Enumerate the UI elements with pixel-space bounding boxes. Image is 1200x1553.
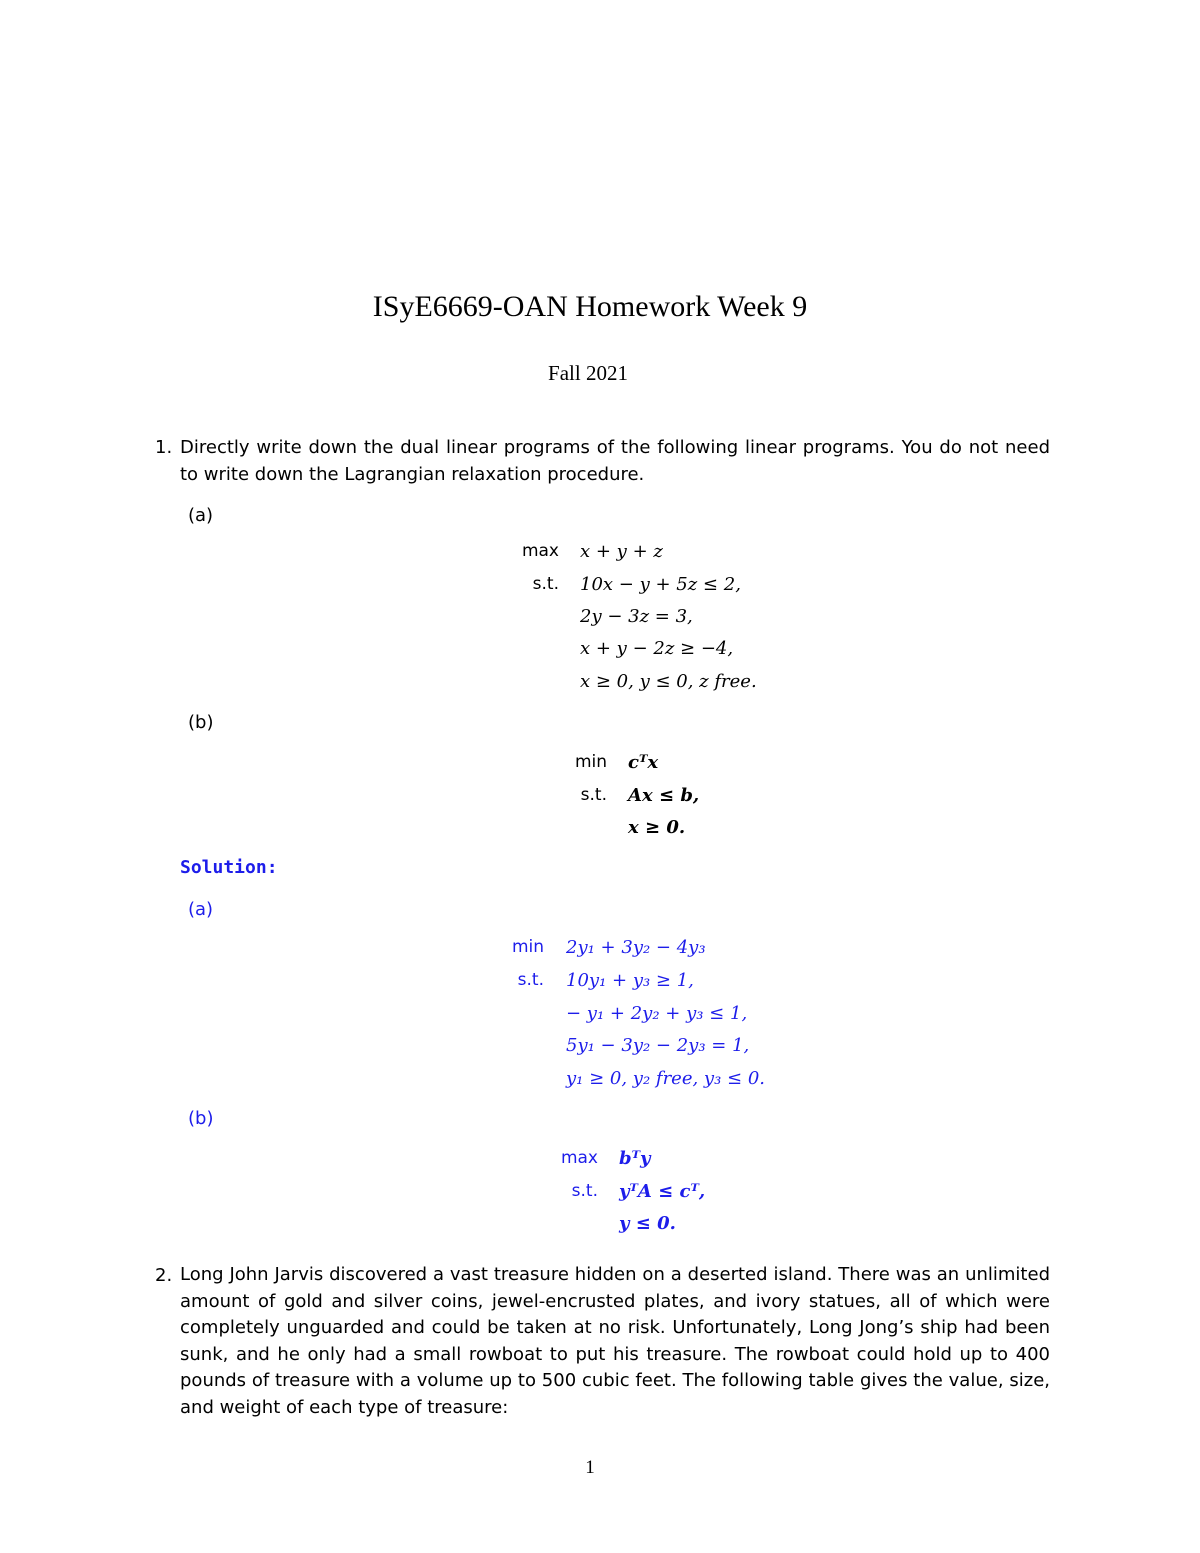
q1-part-a-label: (a) xyxy=(188,505,214,526)
dual-constraint-1: yᵀA ≤ cᵀ, xyxy=(619,1181,706,1202)
lp-objective-keyword: max xyxy=(521,541,559,561)
dual-objective: 2y₁ + 3y₂ − 4y₃ xyxy=(566,937,706,958)
question-1-text: Directly write down the dual linear programs of the following linear programs. You do not need to write down the Lagrangian relaxation procedure. xyxy=(180,437,1050,485)
page-number: 1 xyxy=(585,1457,595,1478)
q1-part-b-label: (b) xyxy=(188,712,214,733)
lp-sign-constraints: x ≥ 0. xyxy=(628,817,686,838)
lp-constraint-keyword: s.t. xyxy=(532,574,559,594)
dual-constraint-1: 10y₁ + y₃ ≥ 1, xyxy=(566,970,694,991)
dual-constraint-keyword: s.t. xyxy=(571,1181,598,1201)
dual-objective-keyword: min xyxy=(511,937,544,957)
dual-objective-keyword: max xyxy=(560,1148,598,1168)
lp-objective: cᵀx xyxy=(628,752,659,773)
lp-constraint-1: Ax ≤ b, xyxy=(628,785,700,806)
lp-sign-constraints: x ≥ 0, y ≤ 0, z free. xyxy=(580,671,757,692)
lp-constraint-3: x + y − 2z ≥ −4, xyxy=(580,638,734,659)
document-title: ISyE6669-OAN Homework Week 9 xyxy=(372,290,808,323)
lp-constraint-2: 2y − 3z = 3, xyxy=(580,606,693,627)
solution-part-b-label: (b) xyxy=(188,1108,214,1129)
solution-heading: Solution: xyxy=(180,857,278,878)
document-date: Fall 2021 xyxy=(548,361,628,385)
lp-constraint-keyword: s.t. xyxy=(580,785,607,805)
dual-objective: bᵀy xyxy=(619,1148,651,1169)
question-1-number: 1. xyxy=(155,437,173,458)
dual-sign-constraints: y₁ ≥ 0, y₂ free, y₃ ≤ 0. xyxy=(566,1068,766,1089)
dual-sign-constraints: y ≤ 0. xyxy=(619,1213,676,1234)
dual-constraint-3: 5y₁ − 3y₂ − 2y₃ = 1, xyxy=(566,1035,750,1056)
dual-constraint-2: − y₁ + 2y₂ + y₃ ≤ 1, xyxy=(566,1003,748,1024)
lp-constraint-1: 10x − y + 5z ≤ 2, xyxy=(580,574,741,595)
lp-objective: x + y + z xyxy=(580,541,663,562)
question-2-number: 2. xyxy=(155,1265,173,1286)
question-2-text: Long John Jarvis discovered a vast treasure hidden on a deserted island. There was an unlimited amount of gold and silver coins, jewel-encrusted plates, and ivory statues, all of which were completely unguarded and could be taken at no risk. Unfortunately, Long Jong’s ship had been sunk, and he only had a small rowboat to put his treasure. The rowboat could hold up to 400 pounds of treasure with a volume up to 500 cubic feet. The following table gives the value, size, and weight of each type of treasure: xyxy=(180,1264,1050,1418)
dual-constraint-keyword: s.t. xyxy=(517,970,544,990)
solution-part-a-label: (a) xyxy=(188,899,214,920)
lp-objective-keyword: min xyxy=(574,752,607,772)
